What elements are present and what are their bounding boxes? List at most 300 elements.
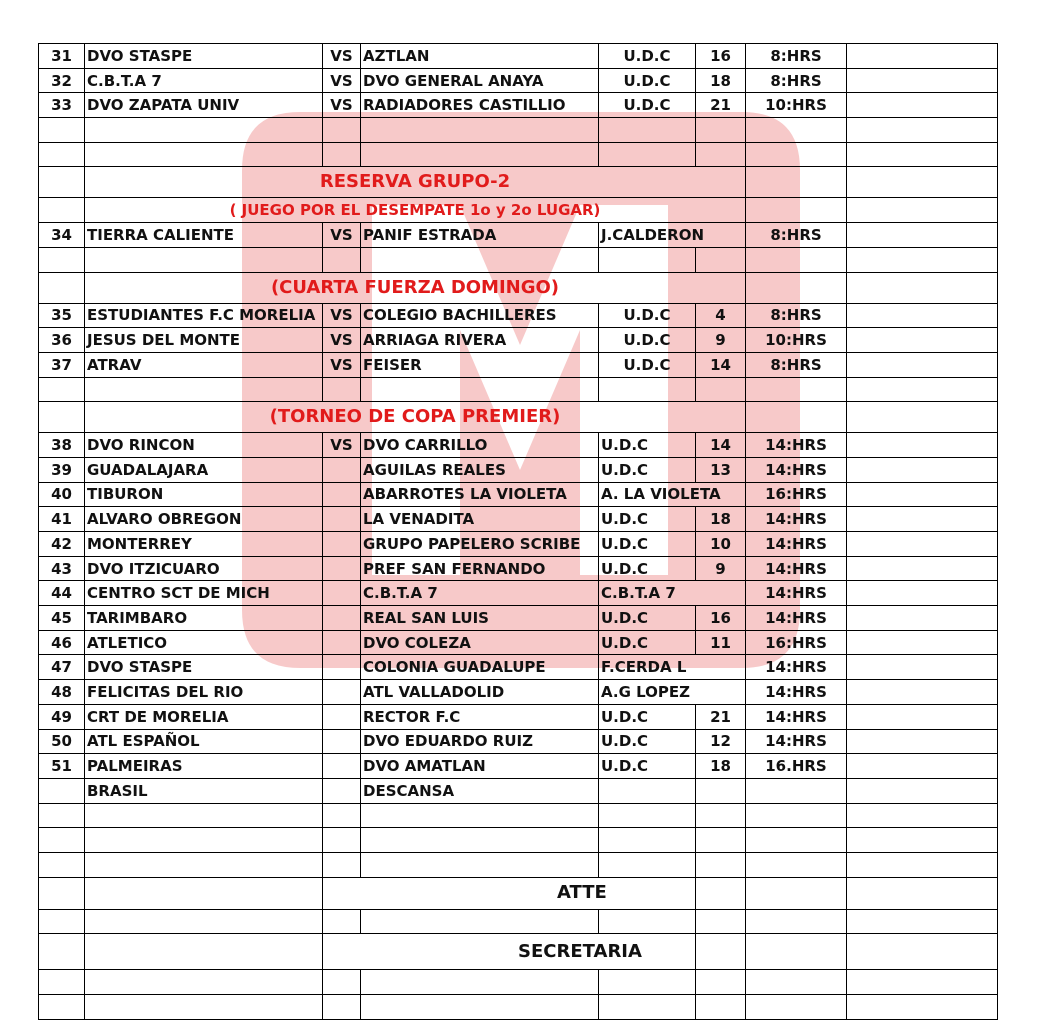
empty-cell <box>696 803 746 828</box>
match-time: 8:HRS <box>746 303 847 328</box>
empty-cell <box>361 909 599 934</box>
away-team: LA VENADITA <box>361 507 599 532</box>
venue: U.D.C <box>599 532 696 557</box>
venue: U.D.C <box>599 507 696 532</box>
empty-row <box>39 118 998 143</box>
home-team: DVO STASPE <box>85 655 323 680</box>
schedule-table <box>38 43 998 1020</box>
empty-cell <box>746 803 847 828</box>
empty-cell <box>746 142 847 167</box>
empty-cell <box>39 402 85 433</box>
field-number: 12 <box>696 729 746 754</box>
match-time: 14:HRS <box>746 655 847 680</box>
empty-cell <box>39 995 85 1020</box>
match-time: 16.HRS <box>746 754 847 779</box>
venue: A. LA VIOLETA <box>599 482 746 507</box>
match-number: 45 <box>39 606 85 631</box>
away-team: DVO COLEZA <box>361 630 599 655</box>
match-number: 46 <box>39 630 85 655</box>
empty-cell <box>361 828 599 853</box>
empty-cell <box>361 852 599 877</box>
table-row <box>39 457 998 482</box>
empty-cell <box>599 803 696 828</box>
table-row <box>39 704 998 729</box>
empty-cell <box>696 828 746 853</box>
match-time: 16:HRS <box>746 482 847 507</box>
vs-label <box>323 704 361 729</box>
away-team: ABARROTES LA VIOLETA <box>361 482 599 507</box>
vs-label <box>323 532 361 557</box>
match-number: 33 <box>39 93 85 118</box>
empty-cell <box>746 272 847 303</box>
match-number: 40 <box>39 482 85 507</box>
notes-cell <box>847 352 998 377</box>
empty-cell <box>746 828 847 853</box>
match-time: 14:HRS <box>746 433 847 458</box>
vs-label <box>323 581 361 606</box>
home-team: DVO ZAPATA UNIV <box>85 93 323 118</box>
table-row <box>39 754 998 779</box>
empty-cell <box>599 377 696 402</box>
match-time: 14:HRS <box>746 729 847 754</box>
empty-cell <box>85 142 323 167</box>
table-row <box>39 655 998 680</box>
home-team: ATLETICO <box>85 630 323 655</box>
empty-cell <box>39 167 85 198</box>
empty-cell <box>847 377 998 402</box>
empty-cell <box>696 377 746 402</box>
field-number: 21 <box>696 93 746 118</box>
empty-cell <box>847 828 998 853</box>
vs-label <box>323 507 361 532</box>
section-subtitle-reserva: ( JUEGO POR EL DESEMPATE 1o y 2o LUGAR) <box>85 198 746 223</box>
empty-cell <box>746 909 847 934</box>
home-team: ATRAV <box>85 352 323 377</box>
home-team: TIBURON <box>85 482 323 507</box>
home-team: CENTRO SCT DE MICH <box>85 581 323 606</box>
vs-label <box>323 754 361 779</box>
home-team: FELICITAS DEL RIO <box>85 680 323 705</box>
match-time: 14:HRS <box>746 556 847 581</box>
empty-cell <box>39 272 85 303</box>
match-time: 8:HRS <box>746 352 847 377</box>
field-number: 18 <box>696 754 746 779</box>
match-time: 10:HRS <box>746 328 847 353</box>
empty-cell <box>85 828 323 853</box>
empty-cell <box>696 142 746 167</box>
empty-cell <box>696 247 746 272</box>
venue: U.D.C <box>599 303 696 328</box>
venue: U.D.C <box>599 556 696 581</box>
match-time: 14:HRS <box>746 680 847 705</box>
empty-cell <box>599 778 696 803</box>
away-team: RECTOR F.C <box>361 704 599 729</box>
rest-label: DESCANSA <box>361 778 599 803</box>
notes-cell <box>847 680 998 705</box>
notes-cell <box>847 507 998 532</box>
empty-cell <box>847 970 998 995</box>
match-time: 16:HRS <box>746 630 847 655</box>
match-number: 37 <box>39 352 85 377</box>
match-number: 48 <box>39 680 85 705</box>
venue: U.D.C <box>599 352 696 377</box>
empty-cell <box>847 877 998 909</box>
notes-cell <box>847 433 998 458</box>
empty-cell <box>323 118 361 143</box>
venue: U.D.C <box>599 704 696 729</box>
home-team: ESTUDIANTES F.C MORELIA <box>85 303 323 328</box>
home-team: MONTERREY <box>85 532 323 557</box>
notes-cell <box>847 482 998 507</box>
empty-cell <box>361 118 599 143</box>
notes-cell <box>847 44 998 69</box>
away-team: AZTLAN <box>361 44 599 69</box>
empty-cell <box>847 167 998 198</box>
vs-label <box>323 729 361 754</box>
empty-cell <box>599 852 696 877</box>
empty-cell <box>323 852 361 877</box>
empty-cell <box>39 778 85 803</box>
empty-cell <box>847 778 998 803</box>
table-row <box>39 482 998 507</box>
empty-cell <box>746 118 847 143</box>
empty-cell <box>847 272 998 303</box>
empty-row <box>39 995 998 1020</box>
empty-row <box>39 909 998 934</box>
vs-label: VS <box>323 352 361 377</box>
empty-cell <box>323 970 361 995</box>
empty-cell <box>847 142 998 167</box>
empty-cell <box>323 778 361 803</box>
match-time: 14:HRS <box>746 704 847 729</box>
empty-cell <box>85 247 323 272</box>
empty-cell <box>696 877 746 909</box>
empty-cell <box>323 142 361 167</box>
notes-cell <box>847 457 998 482</box>
section-title-reserva-row <box>39 167 998 198</box>
match-time: 14:HRS <box>746 507 847 532</box>
table-row <box>39 328 998 353</box>
field-number: 4 <box>696 303 746 328</box>
empty-cell <box>746 198 847 223</box>
away-team: FEISER <box>361 352 599 377</box>
home-team: CRT DE MORELIA <box>85 704 323 729</box>
empty-cell <box>85 970 323 995</box>
section-title-cuarta: (CUARTA FUERZA DOMINGO) <box>85 272 746 303</box>
venue: U.D.C <box>599 93 696 118</box>
empty-cell <box>599 909 696 934</box>
empty-cell <box>361 803 599 828</box>
table-row <box>39 556 998 581</box>
empty-cell <box>39 934 85 970</box>
field-number: 14 <box>696 433 746 458</box>
venue: U.D.C <box>599 754 696 779</box>
empty-cell <box>847 852 998 877</box>
away-team: ARRIAGA RIVERA <box>361 328 599 353</box>
empty-cell <box>696 118 746 143</box>
vs-label <box>323 606 361 631</box>
table-row <box>39 433 998 458</box>
empty-cell <box>696 778 746 803</box>
empty-cell <box>599 247 696 272</box>
table-row <box>39 223 998 248</box>
notes-cell <box>847 606 998 631</box>
empty-cell <box>746 778 847 803</box>
empty-row <box>39 142 998 167</box>
empty-cell <box>85 377 323 402</box>
match-time: 8:HRS <box>746 68 847 93</box>
notes-cell <box>847 556 998 581</box>
away-team: C.B.T.A 7 <box>361 581 599 606</box>
home-team: PALMEIRAS <box>85 754 323 779</box>
empty-cell <box>361 142 599 167</box>
empty-cell <box>323 247 361 272</box>
empty-cell <box>746 167 847 198</box>
notes-cell <box>847 754 998 779</box>
empty-cell <box>39 909 85 934</box>
table-row <box>39 680 998 705</box>
empty-cell <box>696 995 746 1020</box>
notes-cell <box>847 655 998 680</box>
empty-cell <box>39 970 85 995</box>
field-number: 21 <box>696 704 746 729</box>
away-team: DVO CARRILLO <box>361 433 599 458</box>
empty-cell <box>847 118 998 143</box>
empty-cell <box>39 377 85 402</box>
vs-label <box>323 630 361 655</box>
notes-cell <box>847 729 998 754</box>
empty-cell <box>361 995 599 1020</box>
empty-cell <box>696 970 746 995</box>
field-number: 18 <box>696 507 746 532</box>
venue: U.D.C <box>599 44 696 69</box>
table-row <box>39 68 998 93</box>
match-time: 8:HRS <box>746 44 847 69</box>
home-team: DVO RINCON <box>85 433 323 458</box>
vs-label <box>323 482 361 507</box>
empty-cell <box>599 970 696 995</box>
secretaria-label: SECRETARIA <box>323 934 696 970</box>
away-team: DVO GENERAL ANAYA <box>361 68 599 93</box>
table-row <box>39 630 998 655</box>
empty-cell <box>85 118 323 143</box>
empty-cell <box>39 142 85 167</box>
empty-cell <box>39 828 85 853</box>
notes-cell <box>847 93 998 118</box>
away-team: ATL VALLADOLID <box>361 680 599 705</box>
secretaria-label-row <box>39 934 998 970</box>
empty-cell <box>85 909 323 934</box>
field-number: 10 <box>696 532 746 557</box>
notes-cell <box>847 328 998 353</box>
match-number: 47 <box>39 655 85 680</box>
venue: F.CERDA L <box>599 655 746 680</box>
empty-cell <box>847 198 998 223</box>
empty-cell <box>599 142 696 167</box>
section-subtitle-reserva-row <box>39 198 998 223</box>
away-team: REAL SAN LUIS <box>361 606 599 631</box>
section-title-copa: (TORNEO DE COPA PREMIER) <box>85 402 746 433</box>
empty-cell <box>323 909 361 934</box>
match-number: 43 <box>39 556 85 581</box>
venue: U.D.C <box>599 328 696 353</box>
empty-cell <box>847 402 998 433</box>
empty-cell <box>39 877 85 909</box>
vs-label: VS <box>323 303 361 328</box>
empty-cell <box>361 970 599 995</box>
field-number: 9 <box>696 328 746 353</box>
home-team: GUADALAJARA <box>85 457 323 482</box>
field-number: 16 <box>696 44 746 69</box>
venue: U.D.C <box>599 457 696 482</box>
away-team: DVO AMATLAN <box>361 754 599 779</box>
vs-label <box>323 556 361 581</box>
empty-cell <box>746 970 847 995</box>
atte-label-row <box>39 877 998 909</box>
home-team: TIERRA CALIENTE <box>85 223 323 248</box>
notes-cell <box>847 223 998 248</box>
empty-cell <box>746 852 847 877</box>
empty-cell <box>746 247 847 272</box>
match-number: 41 <box>39 507 85 532</box>
home-team: C.B.T.A 7 <box>85 68 323 93</box>
home-team: ALVARO OBREGON <box>85 507 323 532</box>
match-time: 14:HRS <box>746 532 847 557</box>
venue: U.D.C <box>599 433 696 458</box>
vs-label: VS <box>323 223 361 248</box>
venue: U.D.C <box>599 729 696 754</box>
resting-team: BRASIL <box>85 778 323 803</box>
table-row <box>39 507 998 532</box>
notes-cell <box>847 532 998 557</box>
away-team: GRUPO PAPELERO SCRIBE <box>361 532 599 557</box>
match-number: 39 <box>39 457 85 482</box>
home-team: DVO ITZICUARO <box>85 556 323 581</box>
field-number: 16 <box>696 606 746 631</box>
empty-cell <box>39 852 85 877</box>
empty-cell <box>361 377 599 402</box>
empty-cell <box>85 995 323 1020</box>
table-row <box>39 532 998 557</box>
match-time: 14:HRS <box>746 606 847 631</box>
venue: J.CALDERON <box>599 223 746 248</box>
empty-cell <box>847 247 998 272</box>
empty-cell <box>696 934 746 970</box>
home-team: JESUS DEL MONTE <box>85 328 323 353</box>
empty-cell <box>746 402 847 433</box>
match-time: 14:HRS <box>746 581 847 606</box>
empty-cell <box>847 909 998 934</box>
home-team: TARIMBARO <box>85 606 323 631</box>
empty-cell <box>599 995 696 1020</box>
table-row <box>39 581 998 606</box>
vs-label <box>323 680 361 705</box>
vs-label: VS <box>323 68 361 93</box>
empty-cell <box>85 852 323 877</box>
empty-cell <box>599 828 696 853</box>
empty-cell <box>746 995 847 1020</box>
atte-label: ATTE <box>323 877 696 909</box>
table-row <box>39 729 998 754</box>
match-number: 31 <box>39 44 85 69</box>
empty-cell <box>847 934 998 970</box>
notes-cell <box>847 704 998 729</box>
away-team: DVO EDUARDO RUIZ <box>361 729 599 754</box>
empty-cell <box>323 377 361 402</box>
empty-cell <box>39 247 85 272</box>
vs-label <box>323 457 361 482</box>
match-time: 14:HRS <box>746 457 847 482</box>
notes-cell <box>847 68 998 93</box>
empty-cell <box>39 198 85 223</box>
match-number: 44 <box>39 581 85 606</box>
empty-row <box>39 828 998 853</box>
match-number: 38 <box>39 433 85 458</box>
venue: A.G LOPEZ <box>599 680 746 705</box>
empty-row <box>39 377 998 402</box>
match-time: 10:HRS <box>746 93 847 118</box>
away-team: COLEGIO BACHILLERES <box>361 303 599 328</box>
empty-cell <box>361 247 599 272</box>
empty-cell <box>85 934 323 970</box>
empty-row <box>39 970 998 995</box>
section-title-cuarta-row <box>39 272 998 303</box>
vs-label: VS <box>323 328 361 353</box>
match-number: 35 <box>39 303 85 328</box>
venue: U.D.C <box>599 68 696 93</box>
vs-label: VS <box>323 93 361 118</box>
empty-cell <box>323 828 361 853</box>
notes-cell <box>847 303 998 328</box>
field-number: 11 <box>696 630 746 655</box>
empty-cell <box>39 803 85 828</box>
empty-cell <box>696 852 746 877</box>
away-team: COLONIA GUADALUPE <box>361 655 599 680</box>
away-team: AGUILAS REALES <box>361 457 599 482</box>
vs-label <box>323 655 361 680</box>
empty-cell <box>39 118 85 143</box>
home-team: DVO STASPE <box>85 44 323 69</box>
field-number: 14 <box>696 352 746 377</box>
match-number: 34 <box>39 223 85 248</box>
table-row <box>39 93 998 118</box>
empty-cell <box>599 118 696 143</box>
vs-label: VS <box>323 433 361 458</box>
match-time: 8:HRS <box>746 223 847 248</box>
match-number: 36 <box>39 328 85 353</box>
venue: C.B.T.A 7 <box>599 581 746 606</box>
section-title-copa-row <box>39 402 998 433</box>
empty-row <box>39 247 998 272</box>
match-number: 51 <box>39 754 85 779</box>
field-number: 9 <box>696 556 746 581</box>
match-number: 42 <box>39 532 85 557</box>
match-number: 50 <box>39 729 85 754</box>
rest-row <box>39 778 998 803</box>
field-number: 13 <box>696 457 746 482</box>
table-row <box>39 606 998 631</box>
away-team: RADIADORES CASTILLIO <box>361 93 599 118</box>
away-team: PANIF ESTRADA <box>361 223 599 248</box>
table-row <box>39 44 998 69</box>
section-title-reserva: RESERVA GRUPO-2 <box>85 167 746 198</box>
match-number: 32 <box>39 68 85 93</box>
empty-cell <box>696 909 746 934</box>
empty-cell <box>746 877 847 909</box>
notes-cell <box>847 630 998 655</box>
empty-cell <box>847 803 998 828</box>
notes-cell <box>847 581 998 606</box>
